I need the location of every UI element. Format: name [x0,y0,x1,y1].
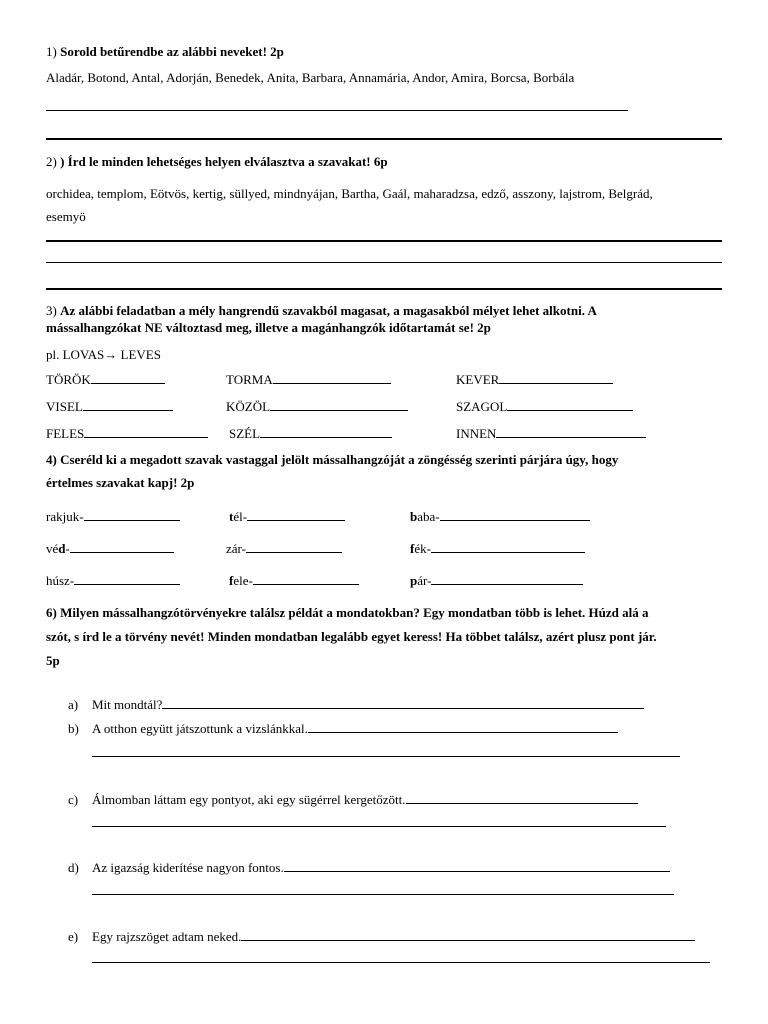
q3-item: FELES [46,425,208,442]
q4-item: fele- [229,572,359,589]
answer-blank[interactable] [241,928,695,941]
q1-answer-line-2[interactable] [46,138,722,140]
q4-item: baba- [410,508,590,525]
q2-words-line2: esemyö [46,209,86,224]
q6-item-d: d) Az igazság kiderítése nagyon fontos. [68,859,670,876]
q6-item-a: a) Mit mondtál? [68,696,644,713]
q4-title-line2: értelmes szavakat kapj! 2p [46,475,195,490]
answer-blank[interactable] [84,508,180,521]
q6-title-line2: szót, s írd le a törvény nevét! Minden mondatban legalább egyet keress! Ha többet találsz, azért plusz pont jár. [46,629,657,644]
q6-item-e: e) Egy rajzszöget adtam neked. [68,928,695,945]
q3-number: 3) [46,303,57,318]
answer-blank[interactable] [74,572,180,585]
q1-title: Sorold betűrendbe az alábbi neveket! 2p [60,44,284,59]
q1-heading [46,43,284,60]
q3-item: TORMA [226,371,391,388]
q1-answer-line[interactable] [46,110,628,111]
q2-answer-line-2[interactable] [46,262,722,263]
q2-title: ) Írd le minden lehetséges helyen elválasztva a szavakat! 6p [60,154,388,169]
answer-blank[interactable] [91,371,165,384]
answer-blank[interactable] [83,398,173,411]
answer-blank[interactable] [431,572,583,585]
q6-d-answer-line[interactable] [92,894,674,895]
answer-blank[interactable] [440,508,590,521]
q3-item: SZÉL [229,425,392,442]
answer-blank[interactable] [496,425,646,438]
answer-blank[interactable] [270,398,408,411]
q3-item: KÖZÖL [226,398,408,415]
q2-words-line1: orchidea, templom, Eötvös, kertig, süllyed, mindnyájan, Bartha, Gaál, maharadzsa, edző, asszony, lajstrom, Belgrád, [46,186,653,201]
q6-c-answer-line[interactable] [92,826,666,827]
q3-title-line1: Az alábbi feladatban a mély hangrendű szavakból magasat, a magasakból mélyet lehet alkotni. A [60,303,597,318]
q2-number: 2) [46,154,57,169]
answer-blank[interactable] [507,398,633,411]
q6-title-line1: 6) Milyen mássalhangzótörvényekre találsz példát a mondatokban? Egy mondatban több is lehet. Húzd alá a [46,605,649,620]
answer-blank[interactable] [260,425,392,438]
q6-item-b: b) A otthon együtt játszottunk a vizslánkkal. [68,720,618,737]
q4-item: zár- [226,540,342,557]
answer-blank[interactable] [247,508,345,521]
q3-title-line2: mássalhangzókat NE változtasd meg, illetve a magánhangzók időtartamát se! 2p [46,320,491,335]
q1-names: Aladár, Botond, Antal, Adorján, Benedek, Anita, Barbara, Annamária, Andor, Amira, Borcsa, Borbála [46,70,575,85]
q1-number: 1) [46,44,57,59]
q6-item-c: c) Álmomban láttam egy pontyot, aki egy sügérrel kergetőzött. [68,791,638,808]
answer-blank[interactable] [70,540,174,553]
q3-heading-1 [46,302,597,319]
answer-blank[interactable] [406,791,638,804]
answer-blank[interactable] [431,540,585,553]
q3-item: SZAGOL [456,398,633,415]
answer-blank[interactable] [273,371,391,384]
q3-example: pl. LOVAS→ LEVES [46,347,161,362]
q3-item: VISEL [46,398,173,415]
q6-e-answer-line[interactable] [92,962,710,963]
q6-b-answer-line[interactable] [92,756,680,757]
q3-item: KEVER [456,371,613,388]
q4-item: tél- [229,508,345,525]
q6-title-line3: 5p [46,653,60,668]
q2-heading [46,153,388,170]
answer-blank[interactable] [84,425,208,438]
answer-blank[interactable] [284,859,670,872]
answer-blank[interactable] [253,572,359,585]
q4-item: rakjuk- [46,508,180,525]
q3-item: INNEN [456,425,646,442]
q4-item: húsz- [46,572,180,589]
answer-blank[interactable] [162,696,644,709]
q3-item: TÖRÖK [46,371,165,388]
q4-item: véd- [46,540,174,557]
answer-blank[interactable] [308,720,618,733]
q4-item: fék- [410,540,585,557]
answer-blank[interactable] [499,371,613,384]
q4-item: pár- [410,572,583,589]
q2-answer-line-1[interactable] [46,240,722,242]
q4-title-line1: 4) Cseréld ki a megadott szavak vastaggal jelölt mássalhangzóját a zöngésség szerinti párjára úgy, hogy [46,452,619,467]
answer-blank[interactable] [246,540,342,553]
q2-answer-line-3[interactable] [46,288,722,290]
